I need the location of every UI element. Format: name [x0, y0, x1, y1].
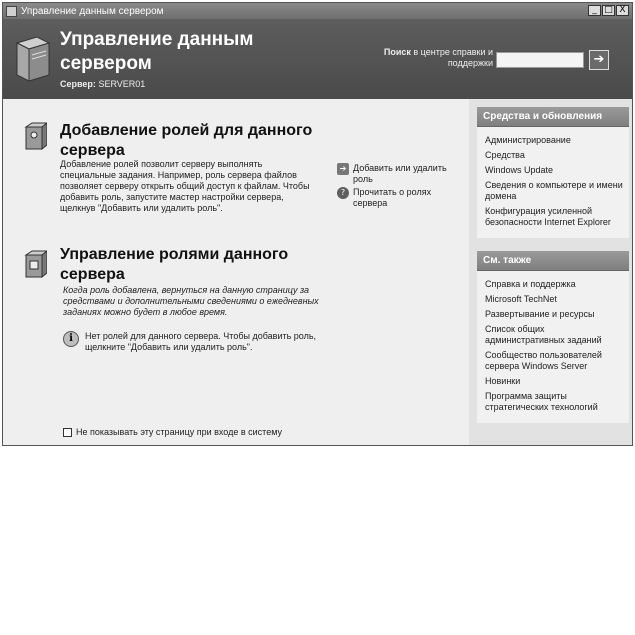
- tools-panel-body: [477, 127, 629, 238]
- minimize-button[interactable]: _: [588, 5, 601, 16]
- add-roles-title: Добавление ролей для данного сервера: [60, 122, 313, 159]
- dont-show-checkbox[interactable]: [63, 428, 72, 437]
- manage-roles-title: Управление ролями данного сервера: [60, 246, 289, 283]
- sidebar-link-ie-security[interactable]: Конфигурация усиленной безопасности Internet Explorer: [485, 206, 611, 227]
- sidebar-link-whats-new[interactable]: Новинки: [485, 376, 521, 386]
- arrow-right-icon: ➔: [337, 163, 349, 175]
- tools-panel: [477, 107, 629, 238]
- page-title: Управление данным сервером: [60, 29, 254, 74]
- add-remove-role-link[interactable]: [337, 163, 462, 185]
- help-search-input[interactable]: [496, 52, 584, 68]
- add-remove-role-label: Добавить или удалить роль: [353, 163, 447, 184]
- window-controls: [588, 5, 629, 16]
- sidebar-link-tools[interactable]: Средства: [485, 150, 525, 160]
- server-name-value: SERVER01: [98, 79, 146, 89]
- window-title: Управление данным сервером: [21, 5, 164, 17]
- sidebar-link-computer-info[interactable]: Сведения о компьютере и имени домена: [485, 180, 623, 201]
- info-icon: i: [63, 331, 79, 347]
- read-about-roles-label: Прочитать о ролях сервера: [353, 187, 432, 208]
- sidebar: [469, 99, 633, 446]
- sidebar-link-community[interactable]: Сообщество пользователей сервера Windows Server: [485, 350, 602, 371]
- page-header: [3, 19, 632, 99]
- add-roles-icon: [23, 121, 47, 151]
- read-about-roles-link[interactable]: [337, 187, 462, 209]
- server-icon: [11, 33, 51, 83]
- server-management-window: [2, 2, 633, 446]
- server-label: Сервер:: [60, 79, 96, 89]
- search-label-bold: Поиск: [383, 47, 411, 57]
- search-go-button[interactable]: ➔: [589, 50, 609, 70]
- dont-show-label: Не показывать эту страницу при входе в систему: [76, 427, 282, 437]
- main-content: [3, 99, 469, 446]
- search-label-rest: в центре справки и поддержки: [413, 47, 493, 68]
- help-search-label: [375, 47, 493, 69]
- see-also-panel: [477, 251, 629, 423]
- sidebar-link-security-program[interactable]: Программа защиты стратегических технологий: [485, 391, 598, 412]
- sidebar-link-admin[interactable]: Администрирование: [485, 135, 571, 145]
- title-bar: [3, 3, 632, 19]
- manage-roles-icon: [23, 249, 47, 279]
- help-icon: ?: [337, 187, 349, 199]
- add-roles-description: Добавление ролей позволит серверу выполнять специальные задания. Например, роль сервера файлов позволяет серверу открыть общий доступ к файлам. Чтобы добавить роль, запустите мастер настройки сервера, щелкнув "Добавить или удалить роль".: [60, 159, 310, 213]
- tools-panel-title: Средства и обновления: [477, 107, 629, 127]
- sidebar-link-deployment[interactable]: Развертывание и ресурсы: [485, 309, 595, 319]
- no-roles-text: Нет ролей для данного сервера. Чтобы добавить роль, щелкните "Добавить или удалить роль".: [85, 331, 317, 352]
- see-also-panel-body: [477, 271, 629, 423]
- sidebar-link-admin-tasks[interactable]: Список общих административных заданий: [485, 324, 602, 345]
- see-also-panel-title: См. также: [477, 251, 629, 271]
- no-roles-info: [63, 331, 335, 353]
- dont-show-checkbox-row[interactable]: [63, 427, 282, 437]
- sidebar-link-technet[interactable]: Microsoft TechNet: [485, 294, 557, 304]
- maximize-button[interactable]: □: [602, 5, 615, 16]
- sidebar-link-windows-update[interactable]: Windows Update: [485, 165, 554, 175]
- close-button[interactable]: X: [616, 5, 629, 16]
- sidebar-link-help[interactable]: Справка и поддержка: [485, 279, 576, 289]
- manage-roles-description: Когда роль добавлена, вернуться на данную страницу за средствами и дополнительными сведениями о ежедневных заданиях можно будет в любое время.: [63, 285, 319, 317]
- server-name: [60, 79, 145, 89]
- app-icon: [6, 6, 17, 17]
